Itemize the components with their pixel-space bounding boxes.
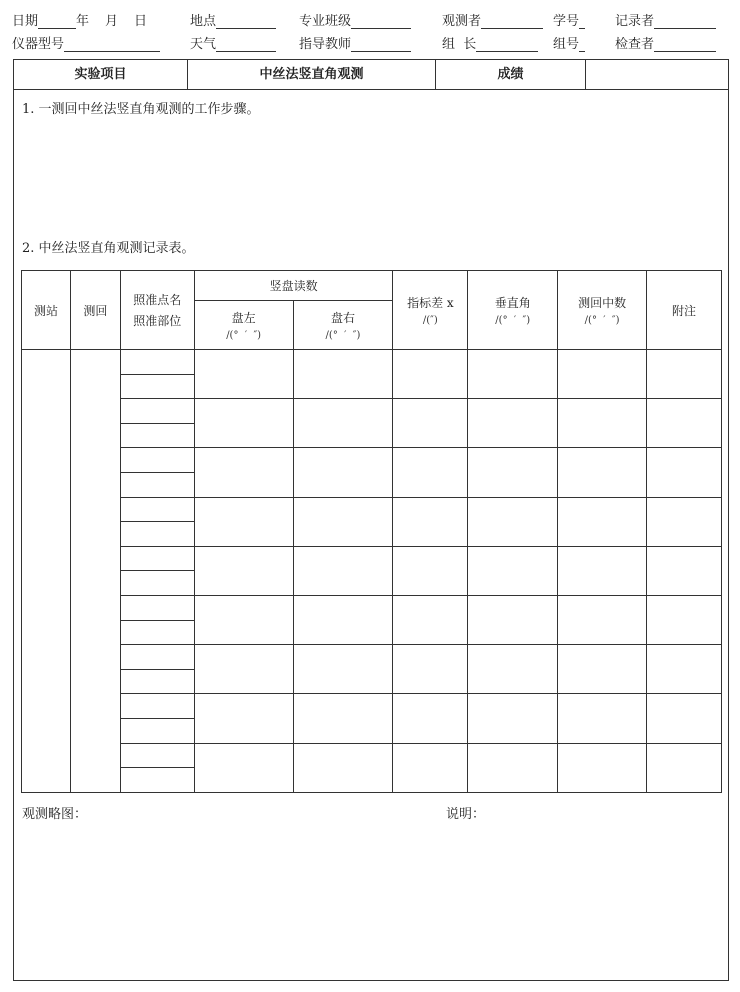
table-row — [22, 399, 722, 424]
remarks-cell[interactable] — [647, 399, 722, 448]
round-mean-cell[interactable] — [558, 350, 647, 399]
vertical-angle-cell[interactable] — [468, 645, 558, 694]
col-target-line2: 照准部位 — [133, 314, 182, 328]
location-field[interactable]: 地点 — [190, 10, 276, 29]
form-frame — [13, 59, 729, 981]
remarks-cell[interactable] — [647, 743, 722, 792]
col-round-mean-unit: /(° ′ ″) — [584, 315, 620, 326]
col-remarks: 附注 — [647, 271, 722, 350]
left-reading-cell[interactable] — [194, 743, 293, 792]
col-vertical-angle-label: 垂直角 — [494, 296, 531, 310]
explain-label: 说明： — [446, 807, 486, 822]
col-right-label: 盘右 — [331, 311, 356, 325]
target-cell[interactable] — [120, 571, 194, 596]
right-reading-cell[interactable] — [293, 399, 393, 448]
round-mean-cell[interactable] — [558, 399, 647, 448]
table-row — [22, 448, 722, 473]
remarks-cell[interactable] — [647, 694, 722, 743]
teacher-field[interactable]: 指导教师 — [299, 33, 411, 52]
remarks-cell[interactable] — [647, 350, 722, 399]
vertical-angle-cell[interactable] — [468, 399, 558, 448]
col-left-label: 盘左 — [231, 311, 256, 325]
target-cell[interactable] — [120, 669, 194, 694]
right-reading-cell[interactable] — [293, 694, 393, 743]
round-mean-cell[interactable] — [558, 448, 647, 497]
table-row — [22, 645, 722, 670]
target-cell[interactable] — [120, 620, 194, 645]
vertical-angle-cell[interactable] — [468, 694, 558, 743]
col-target-line1: 照准点名 — [133, 293, 182, 307]
vertical-angle-cell[interactable] — [468, 497, 558, 546]
table-row — [22, 595, 722, 620]
class-field[interactable]: 专业班级 — [299, 10, 411, 29]
col-target — [120, 271, 194, 350]
target-cell[interactable] — [120, 374, 194, 399]
observer-field[interactable]: 观测者 — [442, 10, 543, 29]
col-left — [194, 301, 293, 350]
right-reading-cell[interactable] — [293, 743, 393, 792]
round-mean-cell[interactable] — [558, 497, 647, 546]
target-cell[interactable] — [120, 497, 194, 522]
target-cell[interactable] — [120, 423, 194, 448]
col-vertical-angle — [468, 271, 558, 350]
target-cell[interactable] — [120, 546, 194, 571]
table-row — [22, 743, 722, 768]
experiment-item-value: 中丝法竖直角观测 — [188, 60, 436, 89]
right-reading-cell[interactable] — [293, 497, 393, 546]
table-row — [22, 497, 722, 522]
col-station: 测站 — [22, 271, 71, 350]
round-mean-cell[interactable] — [558, 743, 647, 792]
station-cell[interactable] — [22, 350, 71, 793]
left-reading-cell[interactable] — [194, 399, 293, 448]
group-leader-field[interactable]: 组 长 — [442, 33, 538, 52]
header-row-2 — [12, 33, 728, 53]
target-cell[interactable] — [120, 743, 194, 768]
col-round-mean — [558, 271, 647, 350]
right-reading-cell[interactable] — [293, 350, 393, 399]
col-index-error-label: 指标差 x — [407, 296, 454, 310]
right-reading-cell[interactable] — [293, 546, 393, 595]
observation-record-table — [21, 270, 722, 793]
question-2: 2. 中丝法竖直角观测记录表。 — [22, 241, 195, 256]
group-no-field[interactable]: 组号 — [553, 33, 585, 52]
target-cell[interactable] — [120, 472, 194, 497]
round-mean-cell[interactable] — [558, 595, 647, 644]
remarks-cell[interactable] — [647, 448, 722, 497]
grade-value-cell[interactable] — [586, 60, 728, 89]
vertical-angle-cell[interactable] — [468, 595, 558, 644]
col-index-error-unit: /(″) — [422, 315, 438, 326]
left-reading-cell[interactable] — [194, 694, 293, 743]
target-cell[interactable] — [120, 694, 194, 719]
table-row — [22, 546, 722, 571]
left-reading-cell[interactable] — [194, 595, 293, 644]
vertical-angle-cell[interactable] — [468, 743, 558, 792]
target-cell[interactable] — [120, 595, 194, 620]
index-error-cell[interactable] — [393, 350, 468, 399]
left-reading-cell[interactable] — [194, 546, 293, 595]
left-reading-cell[interactable] — [194, 448, 293, 497]
date-field[interactable]: 日期 年 月 日 — [12, 14, 148, 29]
index-error-cell[interactable] — [393, 448, 468, 497]
col-left-unit: /(° ′ ″) — [226, 330, 262, 341]
experiment-item-label: 实验项目 — [14, 60, 188, 89]
header-row-1 — [12, 10, 728, 30]
index-error-cell[interactable] — [393, 595, 468, 644]
target-cell[interactable] — [120, 768, 194, 793]
vertical-angle-cell[interactable] — [468, 448, 558, 497]
target-cell[interactable] — [120, 350, 194, 375]
question-1: 1. 一测回中丝法竖直角观测的工作步骤。 — [22, 102, 260, 117]
round-mean-cell[interactable] — [558, 645, 647, 694]
col-right — [293, 301, 393, 350]
vertical-angle-cell[interactable] — [468, 350, 558, 399]
weather-field[interactable]: 天气 — [190, 33, 276, 52]
student-id-field[interactable]: 学号 — [553, 10, 585, 29]
col-round-mean-label: 测回中数 — [578, 296, 627, 310]
target-cell[interactable] — [120, 399, 194, 424]
remarks-cell[interactable] — [647, 546, 722, 595]
instrument-field[interactable]: 仪器型号 — [12, 33, 160, 52]
target-cell[interactable] — [120, 448, 194, 473]
target-cell[interactable] — [120, 718, 194, 743]
right-reading-cell[interactable] — [293, 595, 393, 644]
remarks-cell[interactable] — [647, 645, 722, 694]
round-mean-cell[interactable] — [558, 546, 647, 595]
left-reading-cell[interactable] — [194, 350, 293, 399]
col-index-error — [393, 271, 468, 350]
round-mean-cell[interactable] — [558, 694, 647, 743]
recorder-field[interactable]: 记录者 — [615, 10, 716, 29]
index-error-cell[interactable] — [393, 645, 468, 694]
index-error-cell[interactable] — [393, 497, 468, 546]
table-row — [22, 350, 722, 375]
col-round: 测回 — [70, 271, 120, 350]
vertical-angle-cell[interactable] — [468, 546, 558, 595]
remarks-cell[interactable] — [647, 595, 722, 644]
index-error-cell[interactable] — [393, 546, 468, 595]
col-circle-reading: 竖盘读数 — [194, 271, 393, 301]
right-reading-cell[interactable] — [293, 448, 393, 497]
right-reading-cell[interactable] — [293, 645, 393, 694]
left-reading-cell[interactable] — [194, 645, 293, 694]
remarks-cell[interactable] — [647, 497, 722, 546]
checker-field[interactable]: 检查者 — [615, 33, 716, 52]
experiment-info-row — [14, 60, 728, 90]
grade-label: 成绩 — [436, 60, 586, 89]
left-reading-cell[interactable] — [194, 497, 293, 546]
table-row — [22, 694, 722, 719]
col-right-unit: /(° ′ ″) — [325, 330, 361, 341]
round-cell[interactable] — [70, 350, 120, 793]
index-error-cell[interactable] — [393, 399, 468, 448]
target-cell[interactable] — [120, 522, 194, 547]
index-error-cell[interactable] — [393, 694, 468, 743]
col-vertical-angle-unit: /(° ′ ″) — [495, 315, 531, 326]
index-error-cell[interactable] — [393, 743, 468, 792]
sketch-label: 观测略图： — [22, 807, 88, 822]
target-cell[interactable] — [120, 645, 194, 670]
